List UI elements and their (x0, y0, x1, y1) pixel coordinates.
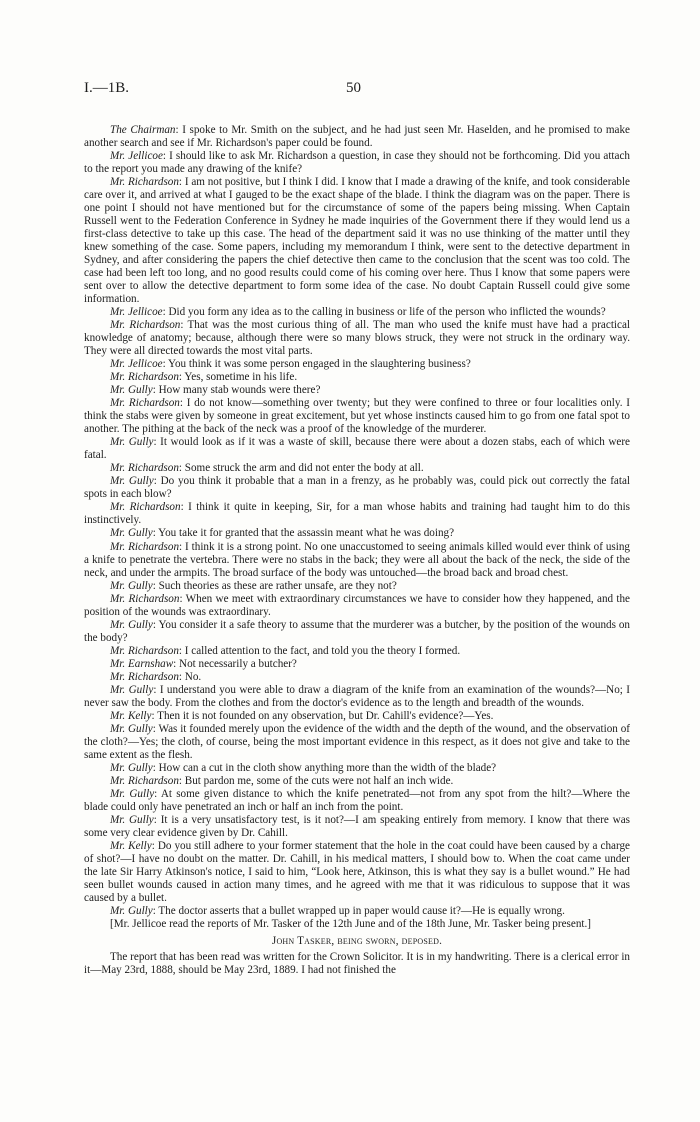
dialogue-paragraph (84, 176, 630, 306)
speech-text: : I understand you were able to draw a diagram of the knife from an examination of the wounds?—No; I never saw the body. From the clothes and from the doctor's evidence as to the length and breadth of the wounds. (84, 683, 630, 709)
dialogue-paragraph (84, 671, 630, 684)
speech-text: : I think it is a strong point. No one unaccustomed to seeing animals killed would ever think of using a knife to penetrate the vertebra. There were no stabs in the back; they were all about the back of the neck, the side of the neck, and under the armpits. The broad surface of the body was untouched—the broad back and broad chest. (84, 540, 630, 579)
speaker-name: Mr. Gully (110, 787, 155, 800)
speaker-name: Mr. Richardson (110, 176, 179, 189)
series-reference: I.—1B. (84, 80, 129, 96)
speaker-name: Mr. Gully (110, 683, 154, 696)
speaker-name: Mr. Gully (110, 475, 154, 488)
dialogue-paragraph (84, 684, 630, 710)
speaker-name: Mr. Gully (110, 527, 153, 540)
dialogue-paragraph (84, 397, 630, 436)
speaker-name: Mr. Gully (110, 904, 153, 917)
page-header (84, 80, 622, 102)
speaker-name: Mr. Gully (110, 384, 153, 397)
speaker-name: Mr. Gully (110, 722, 153, 735)
witness-heading: John Tasker, being sworn, deposed. (271, 934, 443, 947)
speaker-name: Mr. Kelly (110, 709, 152, 722)
dialogue-paragraph (84, 658, 630, 671)
speech-text: : Was it founded merely upon the evidence of the width and the depth of the wound, and the observation of the cloth?—Yes; the cloth, of course, being the most important evidence in this respect, as it does not give and take to the same extent as the flesh. (84, 722, 630, 761)
dialogue-paragraph (84, 541, 630, 580)
dialogue-paragraph (84, 905, 630, 918)
dialogue-paragraph (84, 306, 630, 319)
speech-text: : How can a cut in the cloth show anything more than the width of the blade? (152, 761, 497, 774)
speech-text: : I do not know—something over twenty; but they were confined to three or four localities only. I think the stabs were given by someone in great excitement, but yet whose instincts caused him to go from one fatal spot to another. The pithing at the back of the neck was a proof of the knowledge of the murderer. (84, 397, 630, 436)
dialogue-paragraph (84, 358, 630, 371)
speaker-name: Mr. Richardson (110, 462, 179, 475)
dialogue-paragraph (84, 840, 630, 905)
speech-text: : Such theories as these are rather unsafe, are they not? (152, 579, 397, 592)
speaker-name: Mr. Richardson (110, 670, 179, 683)
speech-text: : Do you think it probable that a man in a frenzy, as he probably was, could pick out correctly the fatal spots in each blow? (84, 475, 631, 501)
speech-text: : I called attention to the fact, and told you the theory I formed. (178, 644, 461, 657)
speech-text: : Did you form any idea as to the calling in business or life of the person who inflicted the wounds? (162, 306, 606, 319)
speaker-name: The Chairman (110, 124, 176, 136)
dialogue-paragraph (84, 762, 630, 775)
stage-direction: [Mr. Jellicoe read the reports of Mr. Tasker of the 12th June and of the 18th June, Mr. Tasker being present.] (110, 917, 591, 930)
speaker-name: Mr. Richardson (110, 540, 180, 553)
speaker-name: Mr. Richardson (110, 371, 179, 384)
final-paragraph: The report that has been read was written for the Crown Solicitor. It is in my handwriting. There is a clerical error in it—May 23rd, 1888, should be May 23rd, 1889. I had not finished the (84, 950, 630, 976)
dialogue-paragraph (84, 371, 630, 384)
speech-text: : It would look as if it was a waste of skill, because there were about a dozen stabs, each of which were fatal. (84, 436, 630, 462)
speech-text: : It is a very unsatisfactory test, is it not?—I am speaking entirely from memory. I know that there was some very clear evidence given by Dr. Cahill. (84, 813, 631, 839)
speech-text: : How many stab wounds were there? (152, 384, 321, 397)
speaker-name: Mr. Jellicoe (110, 358, 163, 371)
speaker-name: Mr. Gully (110, 761, 153, 774)
dialogue-paragraph (84, 645, 630, 658)
speech-text: : Yes, sometime in his life. (178, 371, 298, 384)
dialogue-paragraph (84, 814, 630, 840)
body-text (84, 124, 630, 977)
dialogue-paragraph (84, 619, 630, 645)
speaker-name: Mr. Gully (110, 579, 153, 592)
speech-text: : Some struck the arm and did not enter the body at all. (178, 462, 424, 475)
speech-text: : I think it quite in keeping, Sir, for a man whose habits and training had taught him to do this instinctively. (84, 501, 630, 527)
speech-text: : At some given distance to which the knife penetrated—not from any spot from the hilt?—Where the blade could only have penetrated an inch or half an inch from the point. (84, 787, 630, 813)
speaker-name: Mr. Earnshaw (110, 657, 174, 670)
speaker-name: Mr. Richardson (110, 501, 181, 514)
speaker-name: Mr. Gully (110, 618, 153, 631)
speaker-name: Mr. Richardson (110, 644, 179, 657)
speech-text: : You consider it a safe theory to assume that the murderer was a butcher, by the position of the wounds on the body? (84, 618, 631, 644)
dialogue-paragraph (84, 501, 630, 527)
speaker-name: Mr. Jellicoe (110, 306, 163, 319)
page-number: 50 (346, 80, 361, 96)
speaker-name: Mr. Richardson (110, 397, 180, 410)
dialogue-paragraph (84, 436, 630, 462)
speech-text: : That was the most curious thing of all. The man who used the knife must have had a practical knowledge of anatomy; because, although there were so many blows struck, they were not struck in the ordinary way. They were all directed towards the most vital parts. (84, 319, 630, 358)
dialogue-paragraph (84, 710, 630, 723)
speech-text: : You think it was some person engaged in the slaughtering business? (162, 358, 471, 371)
speech-text: : No. (178, 670, 202, 683)
speaker-name: Mr. Richardson (110, 319, 181, 332)
speech-text: : Not necessarily a butcher? (173, 657, 297, 670)
dialogue-paragraph (84, 788, 630, 814)
speech-text: : You take it for granted that the assassin meant what he was doing? (152, 527, 455, 540)
speech-text: : I spoke to Mr. Smith on the subject, and he had just seen Mr. Haselden, and he promised to make another search and see if Mr. Richardson's paper could be found. (84, 124, 631, 150)
dialogue-paragraph (84, 150, 630, 176)
dialogue-paragraph (84, 723, 630, 762)
speech-text: : But pardon me, some of the cuts were not half an inch wide. (178, 774, 454, 787)
dialogue-paragraph (84, 475, 630, 501)
dialogue-paragraph (84, 462, 630, 475)
speaker-name: Mr. Kelly (110, 839, 152, 852)
dialogue-paragraph (84, 319, 630, 358)
speaker-name: Mr. Jellicoe (110, 150, 163, 163)
dialogue-paragraph (84, 775, 630, 788)
dialogue-paragraph (84, 593, 630, 619)
speaker-name: Mr. Richardson (110, 592, 180, 605)
dialogue-paragraph (84, 384, 630, 397)
speech-text: : Do you still adhere to your former statement that the hole in the coat could have been caused by a charge of shot?—I have no doubt on the matter. Dr. Cahill, in his medical matters, I should bow to. When the coat came under the late Sir Harry Atkinson's notice, I said to him, “Look here, Atkinson, this is what they say is a bullet wound.” He had seen bullet wounds caused in action many times, and he agreed with me that it was ridiculous to suppose that it was caused by a bullet. (84, 839, 630, 904)
dialogue-paragraph (84, 527, 630, 540)
dialogue-paragraph (84, 124, 630, 150)
speech-text: : Then it is not founded on any observation, but Dr. Cahill's evidence?—Yes. (151, 709, 494, 722)
speech-text: : The doctor asserts that a bullet wrapped up in paper would cause it?—He is equally wrong. (152, 904, 565, 917)
speech-text: : I should like to ask Mr. Richardson a question, in case they should not be forthcoming. Did you attach to the report you made any drawing of the knife? (84, 150, 630, 176)
dialogue-paragraph (84, 580, 630, 593)
speaker-name: Mr. Gully (110, 813, 154, 826)
speaker-name: Mr. Gully (110, 436, 154, 449)
speaker-name: Mr. Richardson (110, 774, 179, 787)
speech-text: : When we meet with extraordinary circumstances we have to consider how they happened, and the position of the wounds was extraordinary. (84, 592, 631, 618)
speech-text: : I am not positive, but I think I did. I know that I made a drawing of the knife, and took considerable care over it, and arrived at what I gauged to be the exact shape of the blade. I think the diagram was on the paper. There is one point I should not have mentioned but for the circumstance of some of the papers being missing. When Captain Russell went to the Federation Conference in Sydney he made inquiries of the Government there if they would lend us a first-class detective to take up this case. The head of the department said it was no use thinking of the matter until they knew something of the case. Some papers, including my memorandum I think, were sent to the detective department in Sydney, and after considering the papers the chief detective then came to the conclusion that the scent was too cold. The case had been left too long, and no good results could come of his coming over here. Thus I know that some papers were sent over to allow the detective department to form some idea of the case. No doubt Captain Russell could give some information. (84, 176, 630, 306)
